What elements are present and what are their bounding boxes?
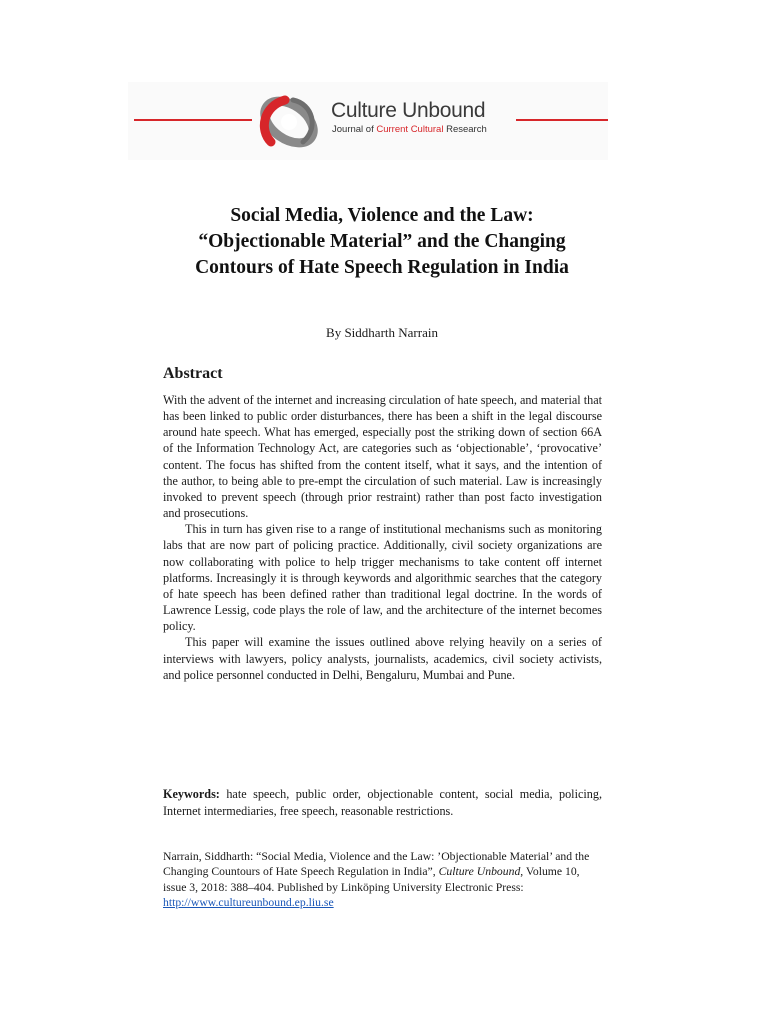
header-rule-left (134, 119, 252, 121)
citation-text: Narrain, Siddharth: “Social Media, Violence and the Law: ’Objectionable Material’ and the Changing Countours of Hate Speech Regulation in India”, (163, 850, 590, 879)
author-byline: By Siddharth Narrain (326, 325, 438, 340)
journal-tagline (332, 124, 487, 135)
tagline-suffix: Research (443, 124, 487, 135)
citation-journal: Culture Unbound (438, 865, 521, 879)
title-line-3: Contours of Hate Speech Regulation in India (195, 257, 569, 278)
keywords (163, 786, 602, 819)
keywords-text: hate speech, public order, objectionable content, social media, policing, Internet intermediaries, free speech, reasonable restrictions. (163, 787, 602, 818)
abstract-body (163, 392, 602, 683)
citation (163, 849, 605, 911)
title-line-2: “Objectionable Material” and the Changing (198, 231, 566, 252)
abstract-paragraph: This in turn has given rise to a range of institutional mechanisms such as monitoring labs that are now part of policing practice. Additionally, civil society organizations are now collaborating with police to help trigger mechanisms to take content off internet platforms. Increasingly it is through keywords and algorithmic searches that the category of hate speech has been defined rather than traditional legal doctrine. In the words of Lawrence Lessig, code plays the role of law, and the architecture of the internet becomes policy. (163, 522, 602, 634)
keywords-label: Keywords: (163, 787, 220, 801)
header-rule-right (516, 119, 608, 121)
culture-unbound-logo-icon (253, 86, 325, 158)
journal-link[interactable]: http://www.cultureunbound.ep.liu.se (163, 896, 334, 910)
citation-details: , Volume 10, issue 3, 2018: 388–404. Published by Linköping University Electronic Press: (163, 865, 580, 894)
journal-name: Culture Unbound (331, 99, 486, 122)
abstract-paragraph: This paper will examine the issues outlined above relying heavily on a series of interviews with lawyers, policy analysts, journalists, academics, civil society activists, and police personnel conducted in Delhi, Bengaluru, Mumbai and Pune. (163, 635, 602, 682)
article-title (120, 203, 644, 281)
tagline-prefix: Journal of (332, 124, 377, 135)
abstract-paragraph: With the advent of the internet and increasing circulation of hate speech, and material that has been linked to public order disturbances, there has been a shift in the legal discourse around hate speech. What has emerged, especially post the striking down of section 66A of the Information Technology Act, are categories such as ‘objectionable’, ‘provocative’ content. The focus has shifted from the content itself, what it says, and the intention of the author, to being able to pre-empt the circulation of such material. Law is increasingly invoked to prevent speech (through prior restraint) rather than post facto investigation and prosecutions. (163, 393, 602, 521)
tagline-highlight: Current Cultural (376, 124, 444, 135)
abstract-heading: Abstract (163, 365, 223, 382)
title-line-1: Social Media, Violence and the Law: (230, 205, 534, 226)
